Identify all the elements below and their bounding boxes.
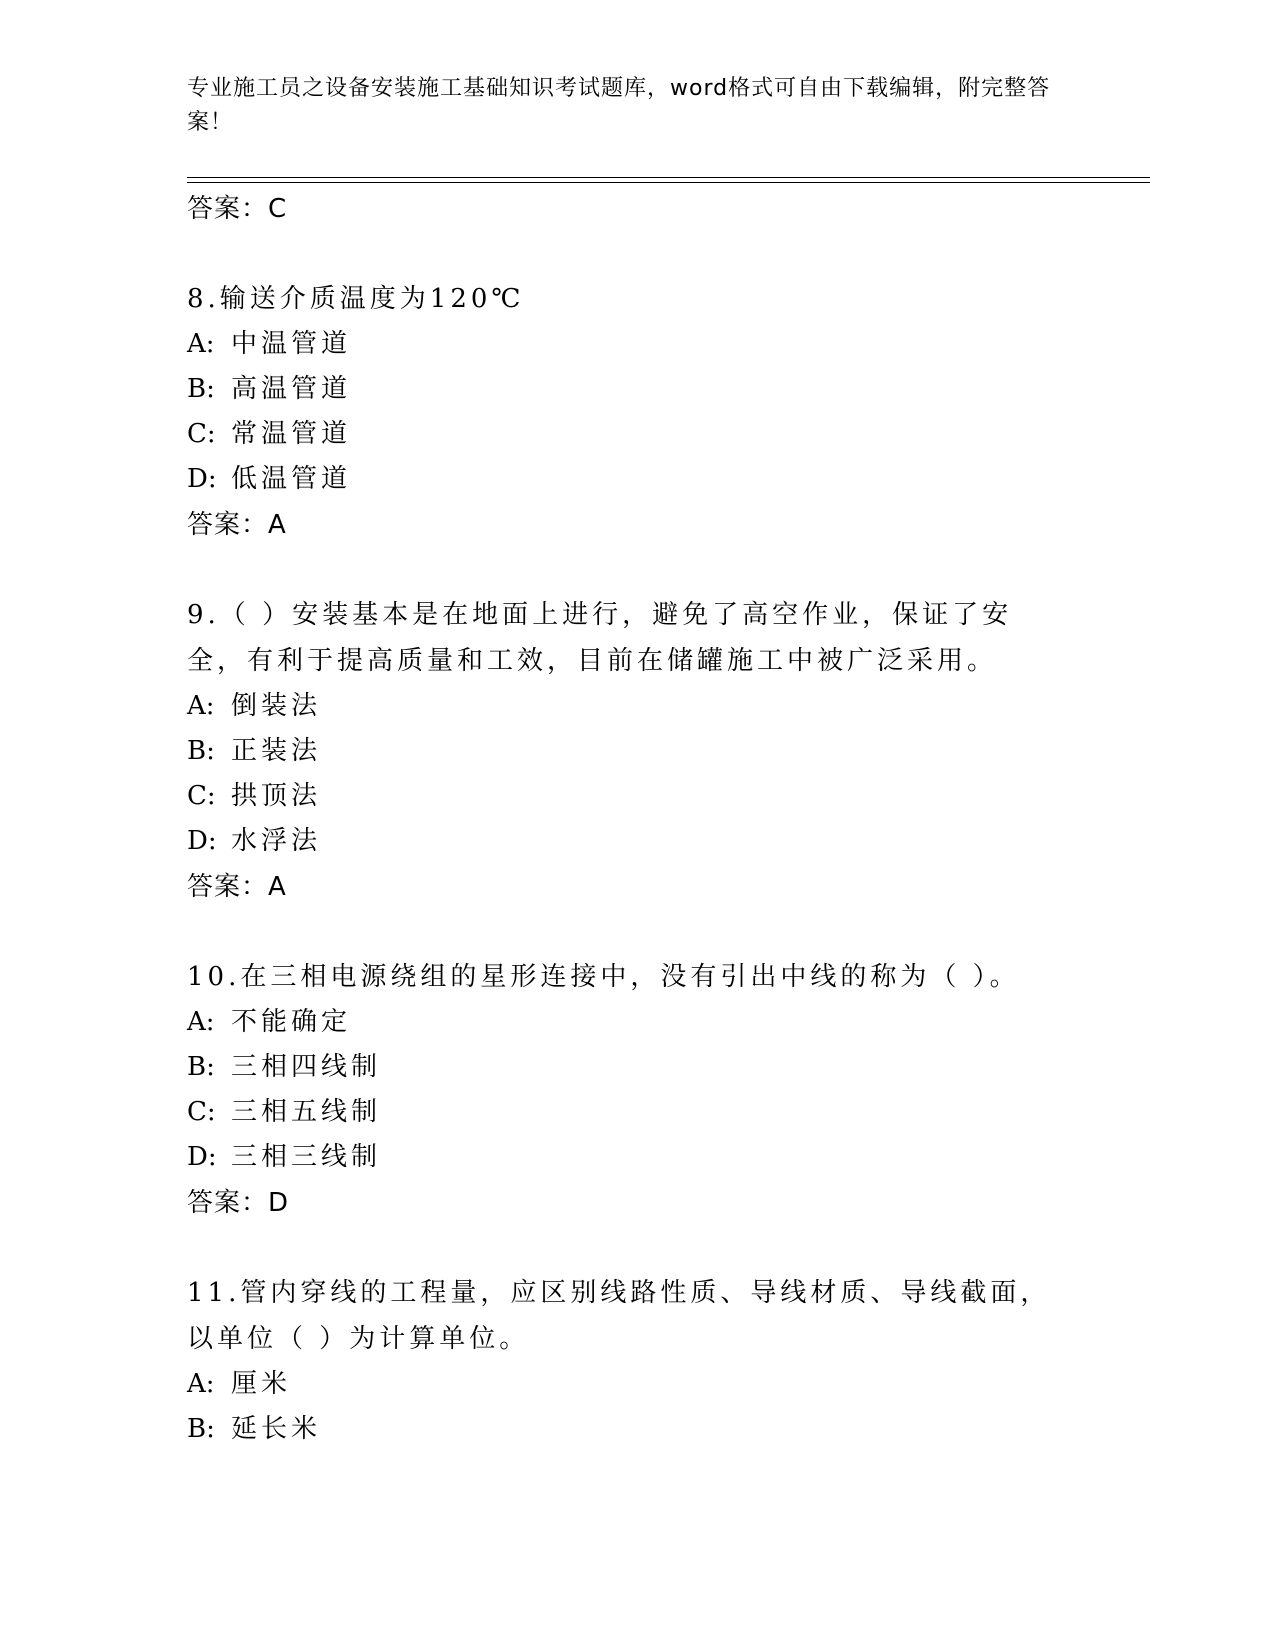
question-stem: 9.（ ）安装基本是在地面上进行，避免了高空作业，保证了安全，有利于提高质量和工效，目前在储罐施工中被广泛采用。 bbox=[187, 600, 1013, 676]
option-a bbox=[187, 322, 1067, 367]
option-key: C: bbox=[187, 781, 216, 811]
option-text: 高温管道 bbox=[231, 374, 352, 404]
answer-label: 答案：A bbox=[187, 872, 287, 902]
option-text: 不能确定 bbox=[231, 1007, 352, 1037]
option-d bbox=[187, 457, 1067, 502]
option-key: A: bbox=[187, 691, 215, 721]
option-d bbox=[187, 819, 1067, 864]
option-text: 水浮法 bbox=[231, 826, 322, 856]
option-text: 中温管道 bbox=[231, 329, 352, 359]
option-c bbox=[187, 1090, 1067, 1135]
option-a bbox=[187, 684, 1067, 729]
question-stem: 11.管内穿线的工程量，应区别线路性质、导线材质、导线截面，以单位（ ）为计算单位。 bbox=[187, 1278, 1051, 1354]
option-d bbox=[187, 1135, 1067, 1180]
option-text: 低温管道 bbox=[231, 464, 352, 494]
question-stem: 10.在三相电源绕组的星形连接中，没有引出中线的称为（ ）。 bbox=[187, 962, 1020, 992]
question-9 bbox=[187, 592, 1067, 910]
option-key: C: bbox=[187, 1097, 216, 1127]
option-a bbox=[187, 1000, 1067, 1045]
header-rule-bottom bbox=[187, 182, 1150, 183]
question-8 bbox=[187, 276, 1067, 548]
option-c bbox=[187, 774, 1067, 819]
option-text: 延长米 bbox=[231, 1414, 322, 1444]
option-key: D: bbox=[187, 1142, 217, 1172]
option-key: B: bbox=[187, 1052, 215, 1082]
option-b bbox=[187, 367, 1067, 412]
option-text: 拱顶法 bbox=[231, 781, 322, 811]
option-key: A: bbox=[187, 1369, 215, 1399]
option-text: 常温管道 bbox=[231, 419, 352, 449]
option-b bbox=[187, 1045, 1067, 1090]
question-list bbox=[187, 186, 1067, 1452]
option-key: A: bbox=[187, 329, 215, 359]
answer-label: 答案：D bbox=[187, 1188, 290, 1218]
answer-label: 答案：C bbox=[187, 194, 288, 224]
option-key: C: bbox=[187, 419, 216, 449]
question-10 bbox=[187, 954, 1067, 1226]
page-header: 专业施工员之设备安装施工基础知识考试题库，word格式可自由下载编辑，附完整答案！ bbox=[187, 76, 1051, 135]
answer-label: 答案：A bbox=[187, 510, 287, 540]
option-key: A: bbox=[187, 1007, 215, 1037]
option-a bbox=[187, 1362, 1067, 1407]
option-text: 正装法 bbox=[231, 736, 322, 766]
header-rule-top bbox=[187, 177, 1150, 178]
option-key: B: bbox=[187, 374, 215, 404]
option-key: D: bbox=[187, 826, 217, 856]
option-text: 厘米 bbox=[231, 1369, 292, 1399]
option-key: D: bbox=[187, 464, 217, 494]
option-key: B: bbox=[187, 1414, 215, 1444]
question-stem: 8.输送介质温度为120℃ bbox=[187, 284, 525, 314]
option-text: 三相五线制 bbox=[231, 1097, 382, 1127]
option-text: 三相三线制 bbox=[231, 1142, 382, 1172]
option-b bbox=[187, 1407, 1067, 1452]
option-text: 三相四线制 bbox=[231, 1052, 382, 1082]
option-key: B: bbox=[187, 736, 215, 766]
option-b bbox=[187, 729, 1067, 774]
option-c bbox=[187, 412, 1067, 457]
option-text: 倒装法 bbox=[231, 691, 322, 721]
question-11 bbox=[187, 1270, 1067, 1452]
